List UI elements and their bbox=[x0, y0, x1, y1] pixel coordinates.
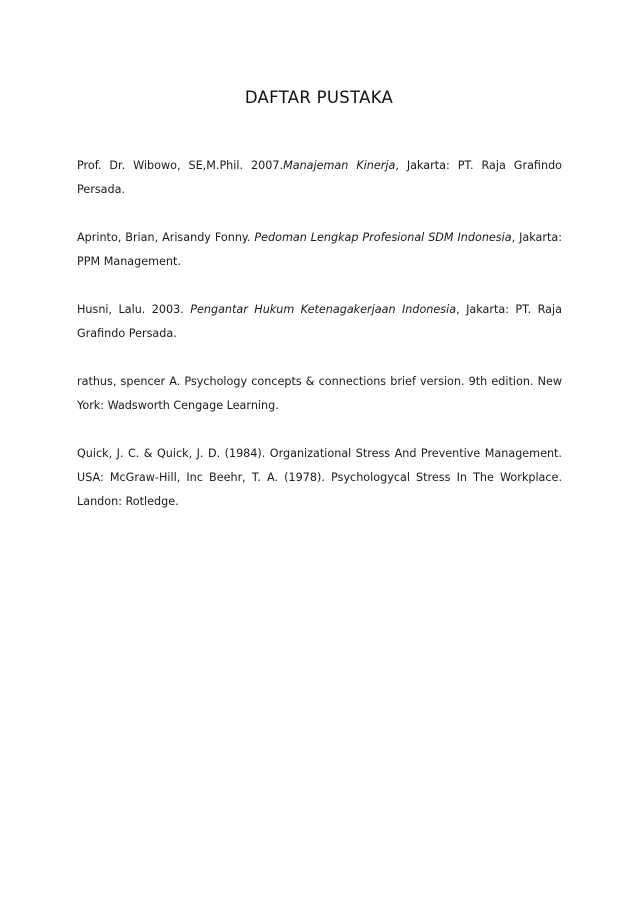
reference-text: Quick, J. C. & Quick, J. D. (1984). Organizational Stress And Preventive Management. USA: McGraw-Hill, Inc Beehr, T. A. (1978). Psychologycal Stress In The Workplace. Landon: Rotledge. bbox=[77, 447, 562, 508]
reference-title: Manajeman Kinerja bbox=[283, 159, 396, 172]
reference-publisher: , Jakarta: PPM Management. bbox=[77, 231, 562, 268]
reference-author-year: Husni, Lalu. 2003. bbox=[77, 303, 191, 316]
reference-title: Pengantar Hukum Ketenagakerjaan Indonesia bbox=[190, 303, 457, 316]
reference-entry bbox=[77, 226, 562, 274]
reference-entry bbox=[77, 154, 562, 202]
reference-text: rathus, spencer A. Psychology concepts & connections brief version. 9th edition. New York: Wadsworth Cengage Learning. bbox=[77, 375, 562, 412]
reference-entry bbox=[77, 298, 562, 346]
reference-title: Pedoman Lengkap Profesional SDM Indonesia bbox=[254, 231, 512, 244]
page-title: DAFTAR PUSTAKA bbox=[244, 88, 394, 107]
reference-publisher: , Jakarta: PT. Raja Grafindo Persada. bbox=[77, 159, 563, 196]
reference-entry bbox=[77, 370, 562, 418]
reference-publisher: , Jakarta: PT. Raja Grafindo Persada. bbox=[77, 303, 562, 340]
reference-author-year: Prof. Dr. Wibowo, SE,M.Phil. 2007. bbox=[77, 159, 284, 172]
reference-entry bbox=[77, 442, 562, 514]
reference-list bbox=[77, 154, 562, 538]
reference-author-year: Aprinto, Brian, Arisandy Fonny. bbox=[77, 231, 255, 244]
